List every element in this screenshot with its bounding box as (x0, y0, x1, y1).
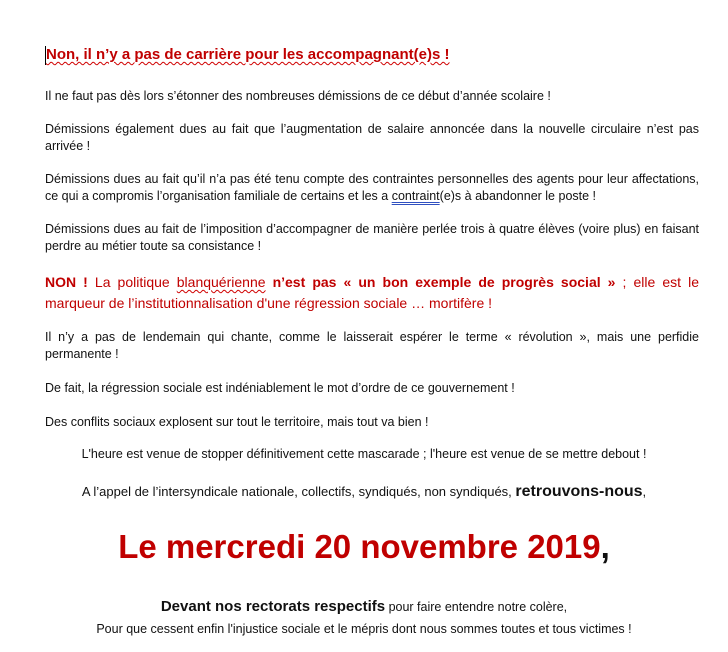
paragraph-3-part-a: Démissions dues au fait qu’il n’a pas été tenu compte des contraintes personnelles des agents pour leur affectations, ce qui a compromis l’organisation familiale de certains et les a (45, 172, 699, 203)
paragraph-3-flagged-word: contraint (391, 189, 440, 203)
paragraph-1: Il ne faut pas dès lors s’étonner des nombreuses démissions de ce début d’année scolaire ! (45, 89, 551, 103)
non-emphasis: NON ! (45, 274, 88, 290)
paragraph-6: Il n’y a pas de lendemain qui chante, comme le laisserait espérer le terme « révolution », mais une perfidie permanente ! (45, 330, 699, 361)
paragraph-5-part-c: ; elle est le marqueur de l’institutionnalisation d'une régression sociale … mortifère ! (45, 274, 699, 311)
paragraph-2: Démissions également dues au fait que l’augmentation de salaire annoncée dans la nouvelle circulaire n’est pas arrivée ! (45, 122, 699, 153)
paragraph-3-part-c: (e)s à abandonner le poste ! (439, 189, 597, 203)
event-date-comma: , (600, 528, 610, 565)
paragraph-8: Des conflits sociaux explosent sur tout le territoire, mais tout va bien ! (45, 415, 429, 429)
document-title (46, 46, 449, 63)
call-line-2 (0, 483, 728, 501)
paragraph-5-quote: n’est pas « un bon exemple de progrès social » (265, 274, 616, 290)
paragraph-3 (45, 171, 699, 205)
paragraph-5 (45, 272, 699, 314)
paragraph-5-part-a: La politique (87, 274, 177, 290)
call-line-4: Pour que cessent enfin l'injustice sociale et le mépris dont nous sommes toutes et tous victimes ! (96, 622, 632, 636)
call-line-2-emphasis: retrouvons-nous (515, 483, 643, 500)
call-line-2-text: A l’appel de l’intersyndicale nationale, collectifs, syndiqués, non syndiqués, (81, 484, 516, 499)
call-line-3 (0, 598, 728, 615)
call-line-3-text: pour faire entendre notre colère, (385, 600, 568, 614)
call-line-3-emphasis: Devant nos rectorats respectifs (160, 598, 386, 615)
event-date-text: Le mercredi 20 novembre 2019 (118, 528, 601, 565)
paragraph-7: De fait, la régression sociale est indéniablement le mot d’ordre de ce gouvernement ! (45, 381, 515, 395)
call-line-1: L'heure est venue de stopper définitivement cette mascarade ; l'heure est venue de se mettre debout ! (81, 447, 647, 461)
paragraph-4: Démissions dues au fait de l’imposition d’accompagner de manière perlée trois à quatre élèves (voire plus) en faisant perdre au métier toute sa consistance ! (45, 222, 699, 253)
call-line-2-comma: , (642, 484, 647, 499)
event-date (0, 528, 728, 566)
title-text: Non, il n’y a pas de carrière pour les accompagnant(e)s ! (46, 46, 450, 63)
paragraph-5-flagged-word: blanquérienne (176, 274, 266, 290)
